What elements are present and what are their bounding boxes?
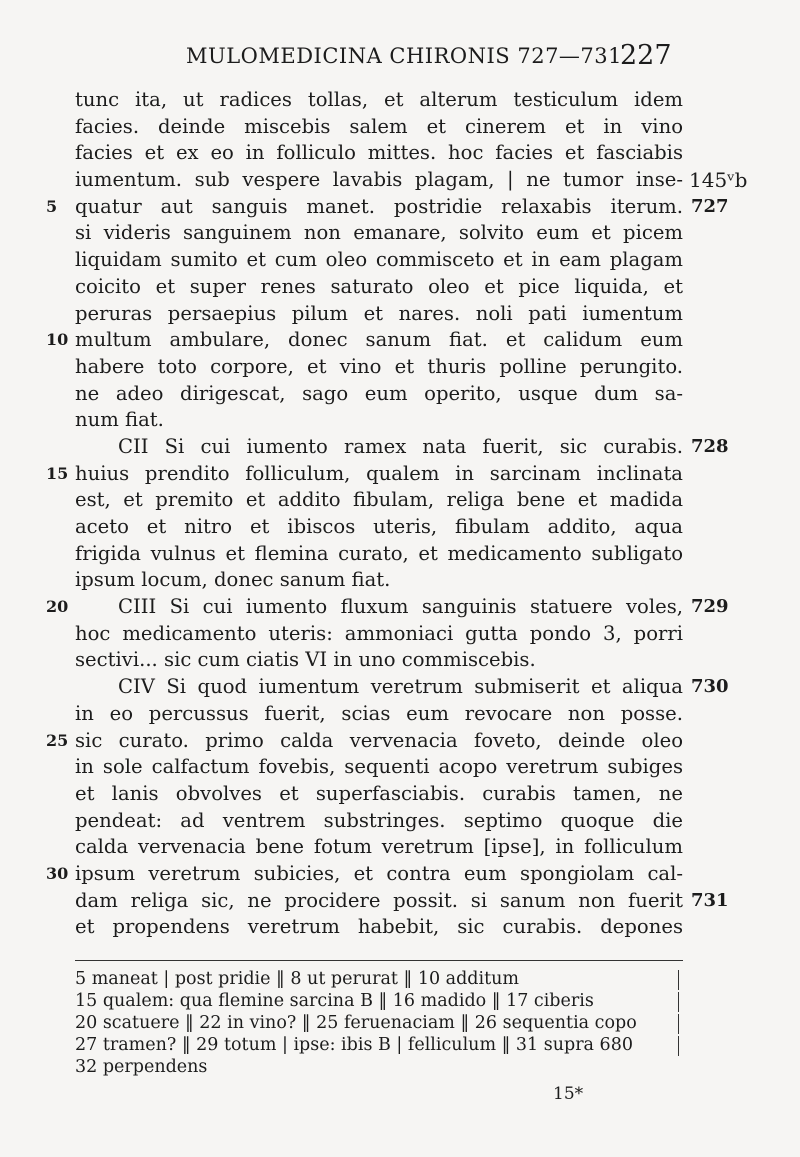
apparatus-line: [0, 1012, 800, 1034]
text-line: [0, 87, 800, 114]
apparatus-bar: [678, 992, 679, 1012]
line-text: in eo percussus fuerit, scias eum revocare non posse.: [75, 701, 683, 725]
main-text: [0, 87, 800, 941]
margin-reference: 728: [691, 435, 729, 457]
text-line: [0, 594, 800, 621]
chapter-heading-line: CIV Si quod iumentum veretrum submiserit et aliqua: [118, 675, 683, 699]
text-line: [0, 114, 800, 141]
text-line: [0, 541, 800, 568]
text-line: [0, 381, 800, 408]
line-text: iumentum. sub vespere lavabis plagam, | ne tumor inse-: [75, 168, 683, 192]
line-text: sic curato. primo calda vervenacia foveto, deinde oleo: [75, 728, 683, 752]
text-line: [0, 754, 800, 781]
apparatus-text: 20 scatuere ‖ 22 in vino? ‖ 25 feruenaciam ‖ 26 sequentia copo: [75, 1013, 637, 1033]
text-line: [0, 781, 800, 808]
text-line: [0, 914, 800, 941]
line-number: 10: [46, 330, 69, 350]
line-text: ipsum veretrum subicies, et contra eum spongiolam cal-: [75, 861, 683, 885]
apparatus-text: 27 tramen? ‖ 29 totum | ipse: ibis B | felliculum ‖ 31 supra 680: [75, 1035, 633, 1055]
line-text: et propendens veretrum habebit, sic curabis. depones: [75, 915, 683, 939]
line-text: et lanis obvolves et superfasciabis. curabis tamen, ne: [75, 781, 683, 805]
line-text: quatur aut sanguis manet. postridie relaxabis iterum.: [75, 194, 683, 218]
text-line: [0, 167, 800, 194]
text-line: [0, 514, 800, 541]
line-text: in sole calfactum fovebis, sequenti acopo veretrum subiges: [75, 755, 683, 779]
text-line: [0, 861, 800, 888]
text-line: [0, 327, 800, 354]
running-title: MULOMEDICINA CHIRONIS 727—731: [186, 44, 623, 68]
apparatus-line: [0, 1034, 800, 1056]
line-text: dam religa sic, ne procidere possit. si sanum non fuerit: [75, 888, 683, 912]
text-line: [0, 461, 800, 488]
apparatus-text: 32 perpendens: [75, 1057, 208, 1077]
line-number: 5: [46, 196, 58, 216]
line-text: est, et premito et addito fibulam, religa bene et madida: [75, 488, 683, 512]
line-number: 25: [46, 730, 69, 750]
text-line: [0, 834, 800, 861]
line-text: huius prendito folliculum, qualem in sarcinam inclinata: [75, 461, 683, 485]
line-text: calda vervenacia bene fotum veretrum [ipse], in folliculum: [75, 835, 683, 859]
chapter-heading-line: CIII Si cui iumento fluxum sanguinis statuere voles,: [118, 595, 683, 619]
signature-mark: 15*: [553, 1084, 584, 1104]
text-line: [0, 247, 800, 274]
apparatus-text: 5 maneat | post pridie ‖ 8 ut perurat ‖ 10 additum: [75, 969, 519, 989]
line-text: multum ambulare, donec sanum fiat. et calidum eum: [75, 328, 683, 352]
margin-reference: 731: [691, 889, 729, 911]
text-line: [0, 407, 800, 434]
line-text: si videris sanguinem non emanare, solvito eum et picem: [75, 221, 683, 245]
page-number: 227: [620, 40, 672, 71]
line-text: pendeat: ad ventrem substringes. septimo quoque die: [75, 808, 683, 832]
line-text: sectivi... sic cum ciatis VI in uno commiscebis.: [75, 648, 536, 672]
apparatus-line: [0, 1056, 800, 1078]
line-text: num fiat.: [75, 408, 164, 432]
text-line: [0, 220, 800, 247]
apparatus-line: [0, 968, 800, 990]
line-number: 30: [46, 863, 69, 883]
line-text: facies et ex eo in folliculo mittes. hoc facies et fasciabis: [75, 141, 683, 165]
text-line: [0, 274, 800, 301]
apparatus-text: 15 qualem: qua flemine sarcina B ‖ 16 madido ‖ 17 ciberis: [75, 991, 594, 1011]
apparatus-line: [0, 990, 800, 1012]
text-line: [0, 647, 800, 674]
line-text: ne adeo dirigescat, sago eum operito, usque dum sa-: [75, 381, 683, 405]
line-text: frigida vulnus et flemina curato, et medicamento subligato: [75, 541, 683, 565]
text-line: [0, 728, 800, 755]
line-text: liquidam sumito et cum oleo commisceto et in eam plagam: [75, 248, 683, 272]
text-line: [0, 194, 800, 221]
text-line: [0, 621, 800, 648]
line-text: habere toto corpore, et vino et thuris polline perungito.: [75, 354, 683, 378]
line-text: facies. deinde miscebis salem et cinerem et in vino: [75, 114, 683, 138]
text-line: [0, 301, 800, 328]
line-text: peruras persaepius pilum et nares. noli pati iumentum: [75, 301, 683, 325]
line-text: hoc medicamento uteris: ammoniaci gutta pondo 3, porri: [75, 621, 683, 645]
text-line: [0, 808, 800, 835]
text-line: [0, 567, 800, 594]
line-text: ipsum locum, donec sanum fiat.: [75, 568, 391, 592]
text-line: [0, 701, 800, 728]
text-line: [0, 354, 800, 381]
text-line: [0, 140, 800, 167]
text-line: [0, 434, 800, 461]
critical-apparatus: [0, 968, 800, 1078]
folio-reference: 145ᵛb: [689, 168, 748, 193]
margin-reference: 727: [691, 195, 729, 217]
apparatus-bar: [678, 1014, 679, 1034]
line-number: 15: [46, 463, 69, 483]
line-text: aceto et nitro et ibiscos uteris, fibulam addito, aqua: [75, 515, 683, 538]
apparatus-bar: [678, 1036, 679, 1056]
apparatus-bar: [678, 970, 679, 990]
margin-reference: 729: [691, 596, 729, 618]
line-text: tunc ita, ut radices tollas, et alterum testiculum idem: [75, 88, 683, 111]
text-line: [0, 674, 800, 701]
text-line: [0, 487, 800, 514]
line-number: 20: [46, 597, 69, 617]
line-text: coicito et super renes saturato oleo et pice liquida, et: [75, 274, 683, 298]
margin-reference: 730: [691, 676, 729, 698]
chapter-heading-line: CII Si cui iumento ramex nata fuerit, sic curabis.: [118, 434, 683, 458]
text-line: [0, 888, 800, 915]
footnote-rule: [75, 960, 683, 961]
page-header: [0, 38, 800, 78]
